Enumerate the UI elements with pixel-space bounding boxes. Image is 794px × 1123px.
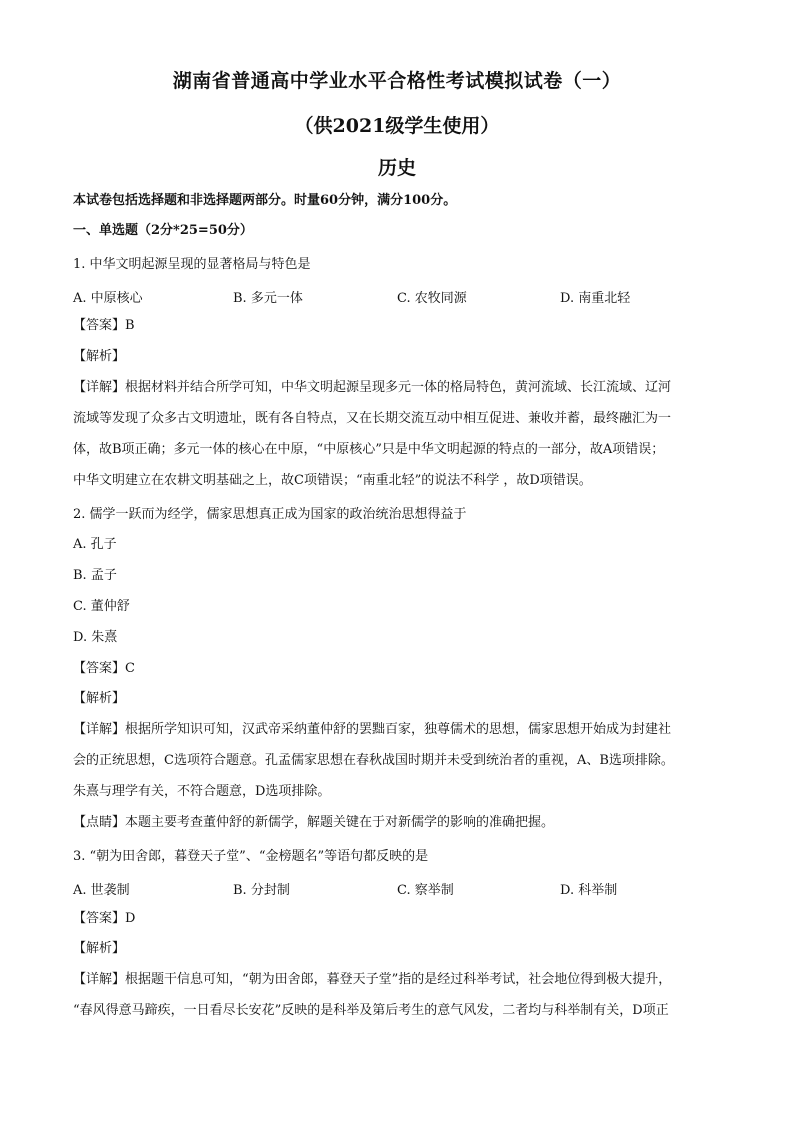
question-1-option-b: B. 多元一体 [233,291,303,306]
question-2-answer: 【答案】C [73,661,135,676]
section-heading: 一、单选题（2分*25=50分） [73,223,253,238]
question-2-analysis: 【解析】 [73,691,126,706]
exam-intro: 本试卷包括选择题和非选择题两部分。时量60分钟，满分100分。 [73,193,457,208]
question-2-detail-line: 会的正统思想，C选项符合题意。孔孟儒家思想在春秋战国时期并未受到统治者的重视，A、B选项排除。 [73,753,674,768]
question-3-stem: 3. “朝为田舍郎，暮登天子堂”、“金榜题名”等语句都反映的是 [73,849,429,864]
question-2-option-b: B. 孟子 [73,568,117,583]
question-1-detail-line: 流域等发现了众多古文明遗址，既有各自特点，又在长期交流互动中相互促进、兼收并蓄，最终融汇为一 [73,411,672,426]
question-2-detail-line: 朱熹与理学有关，不符合题意，D选项排除。 [73,784,331,799]
question-3-detail [73,964,723,1026]
subject-title: 历史 [377,157,416,179]
exam-title: 湖南省普通高中学业水平合格性考试模拟试卷（一） [172,70,622,92]
question-1-option-a: A. 中原核心 [73,291,143,306]
question-1-detail-line: 体，故B项正确；多元一体的核心在中原，“中原核心”只是中华文明起源的特点的一部分，故A项错误； [73,442,665,457]
question-2-detail-line: 【详解】根据所学知识可知，汉武帝采纳董仲舒的罢黜百家，独尊儒术的思想，儒家思想开始成为封建社 [73,722,672,737]
question-2-option-a: A. 孔子 [73,537,117,552]
question-1-detail [73,372,723,496]
question-2-comment: 【点睛】本题主要考查董仲舒的新儒学，解题关键在于对新儒学的影响的准确把握。 [73,815,555,830]
question-3-option-c: C. 察举制 [397,883,454,898]
question-1-detail-line: 【详解】根据材料并结合所学可知，中华文明起源呈现多元一体的格局特色，黄河流域、长江流域、辽河 [73,380,672,395]
question-1-detail-line: 中华文明建立在农耕文明基础之上，故C项错误；“南重北轻”的说法不科学 ，故D项错误。 [73,473,592,488]
question-1-analysis: 【解析】 [73,349,126,364]
question-1-option-c: C. 农牧同源 [397,291,467,306]
question-2-detail [73,714,723,838]
question-3-detail-line: “春风得意马蹄疾，一日看尽长安花”反映的是科举及第后考生的意气风发，二者均与科举制有关，D项正 [73,1003,669,1018]
question-3-detail-line: 【详解】根据题干信息可知，“朝为田舍郎，暮登天子堂”指的是经过科举考试，社会地位得到极大提升， [73,972,672,987]
question-1-stem: 1. 中华文明起源呈现的显著格局与特色是 [73,257,311,272]
question-3-option-b: B. 分封制 [233,883,290,898]
question-3-answer: 【答案】D [73,911,136,926]
question-3-analysis: 【解析】 [73,941,126,956]
question-3-option-a: A. 世袭制 [73,883,130,898]
exam-subtitle: （供2021级学生使用） [294,115,500,137]
question-1-option-d: D. 南重北轻 [560,291,631,306]
question-3-option-d: D. 科举制 [560,883,618,898]
question-1-answer: 【答案】B [73,318,135,333]
question-2-option-d: D. 朱熹 [73,630,118,645]
question-2-option-c: C. 董仲舒 [73,599,130,614]
question-2-stem: 2. 儒学一跃而为经学，儒家思想真正成为国家的政治统治思想得益于 [73,507,467,522]
